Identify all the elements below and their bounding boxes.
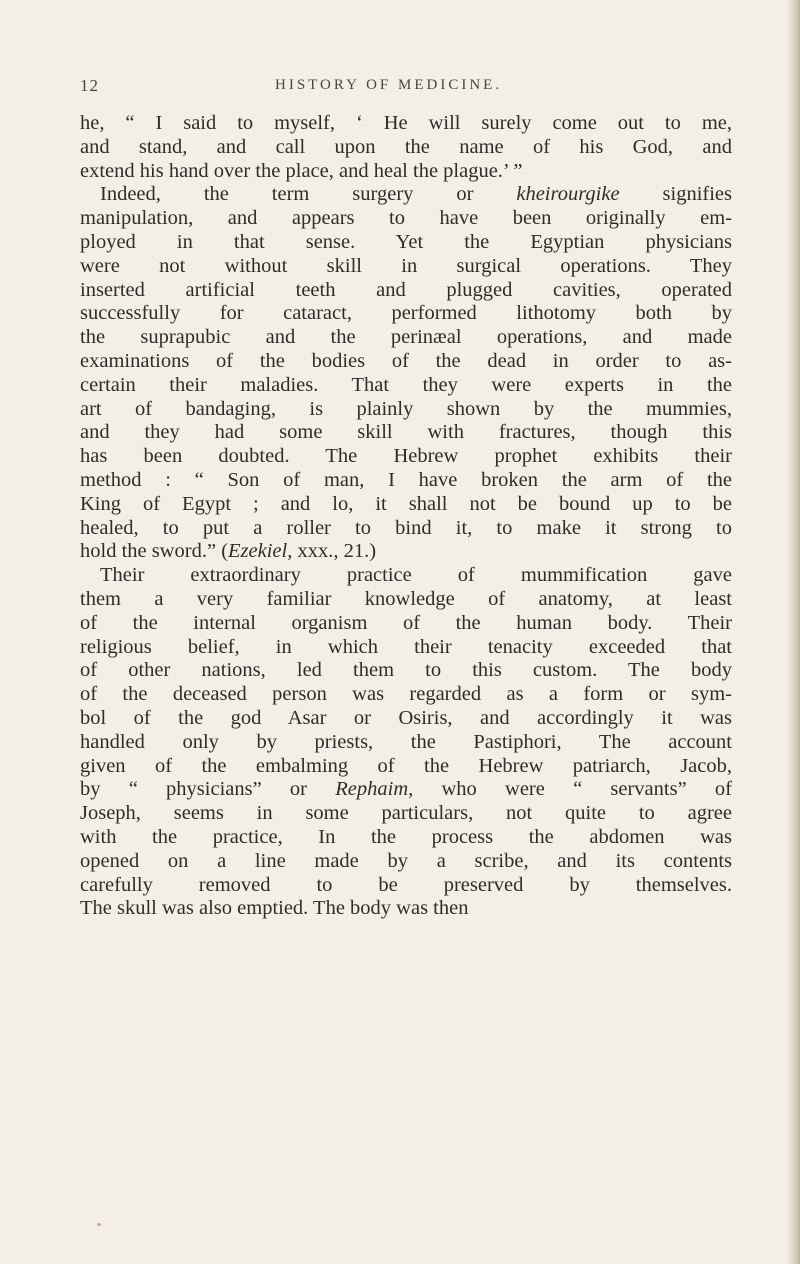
line-text: King of Egypt ; and lo, it shall not be bound up to be (80, 492, 732, 515)
page-header (80, 76, 730, 104)
line-text-after: signifies (619, 183, 732, 206)
line-text: by “ physicians” or (80, 778, 336, 801)
text-line (80, 183, 732, 207)
text-line (80, 326, 732, 350)
line-text: of the deceased person was regarded as a form or sym- (80, 683, 732, 706)
text-line (80, 421, 732, 445)
text-line (80, 778, 732, 802)
line-text: given of the embalming of the Hebrew patriarch, Jacob, (80, 754, 732, 777)
line-text: Their extraordinary practice of mummification gave (100, 564, 732, 587)
text-line (80, 540, 732, 564)
text-line (80, 160, 732, 184)
text-line (80, 207, 732, 231)
line-text: has been doubted. The Hebrew prophet exhibits their (80, 445, 732, 468)
line-text: Joseph, seems in some particulars, not quite to agree (80, 802, 732, 825)
line-text: were not without skill in surgical operations. They (80, 254, 732, 277)
text-line (80, 897, 732, 921)
line-text-after: who were “ servants” of (413, 778, 732, 801)
text-line (80, 493, 732, 517)
line-text: he, “ I said to myself, ‘ He will surely come out to me, (80, 112, 732, 134)
text-line (80, 469, 732, 493)
line-text: bol of the god Asar or Osiris, and accordingly it was (80, 706, 732, 729)
body-text (80, 112, 732, 921)
text-line (80, 588, 732, 612)
line-text: and they had some skill with fractures, though this (80, 421, 732, 444)
text-line (80, 136, 732, 160)
text-line (80, 731, 732, 755)
text-line (80, 255, 732, 279)
line-text: them a very familiar knowledge of anatomy, at least (80, 587, 732, 610)
line-text: examinations of the bodies of the dead in order to as- (80, 349, 732, 372)
text-line (80, 683, 732, 707)
text-line (80, 755, 732, 779)
text-line (80, 350, 732, 374)
line-text: and stand, and call upon the name of his God, and (80, 135, 732, 158)
text-line (80, 398, 732, 422)
line-text: The skull was also emptied. The body was then (80, 897, 469, 920)
text-line (80, 659, 732, 683)
text-line (80, 826, 732, 850)
text-line (80, 445, 732, 469)
line-text: inserted artificial teeth and plugged cavities, operated (80, 278, 732, 301)
text-line (80, 564, 732, 588)
line-text: opened on a line made by a scribe, and its contents (80, 849, 732, 872)
line-text: method : “ Son of man, I have broken the arm of the (80, 468, 732, 491)
text-line (80, 874, 732, 898)
line-text: certain their maladies. That they were experts in the (80, 373, 732, 396)
italic-term: Ezekiel, (228, 540, 293, 563)
text-line (80, 231, 732, 255)
page-number: 12 (80, 76, 99, 95)
line-text-after: xxx., 21.) (292, 540, 377, 563)
text-line (80, 612, 732, 636)
line-text: religious belief, in which their tenacity exceeded that (80, 635, 732, 658)
text-line (80, 707, 732, 731)
text-line (80, 279, 732, 303)
text-line (80, 374, 732, 398)
line-text: with the practice, In the process the abdomen was (80, 825, 732, 848)
line-text: of the internal organism of the human body. Their (80, 611, 732, 634)
text-line (80, 302, 732, 326)
text-line (80, 517, 732, 541)
line-text: art of bandaging, is plainly shown by the mummies, (80, 397, 732, 420)
line-text: manipulation, and appears to have been originally em- (80, 207, 732, 230)
line-text: of other nations, led them to this custom. The body (80, 659, 732, 682)
page-edge-shadow (786, 0, 800, 1264)
line-text: successfully for cataract, performed lithotomy both by (80, 302, 732, 325)
running-head: HISTORY OF MEDICINE. (275, 77, 503, 93)
text-line (80, 802, 732, 826)
paper-speck (97, 1223, 101, 1226)
line-text: handled only by priests, the Pastiphori, The account (80, 730, 732, 753)
line-text: hold the sword.” ( (80, 540, 229, 563)
line-text: the suprapubic and the perinæal operations, and made (80, 326, 732, 349)
italic-term: kheirourgike (516, 183, 620, 206)
line-text: healed, to put a roller to bind it, to make it strong to (80, 516, 732, 539)
text-line (80, 636, 732, 660)
line-text: ployed in that sense. Yet the Egyptian physicians (80, 230, 732, 253)
italic-term: Rephaim, (335, 778, 414, 801)
line-text: Indeed, the term surgery or (100, 183, 517, 206)
line-text: extend his hand over the place, and heal the plague.’ ” (80, 159, 523, 182)
text-line (80, 850, 732, 874)
line-text: carefully removed to be preserved by themselves. (80, 873, 732, 896)
text-line (80, 112, 732, 136)
